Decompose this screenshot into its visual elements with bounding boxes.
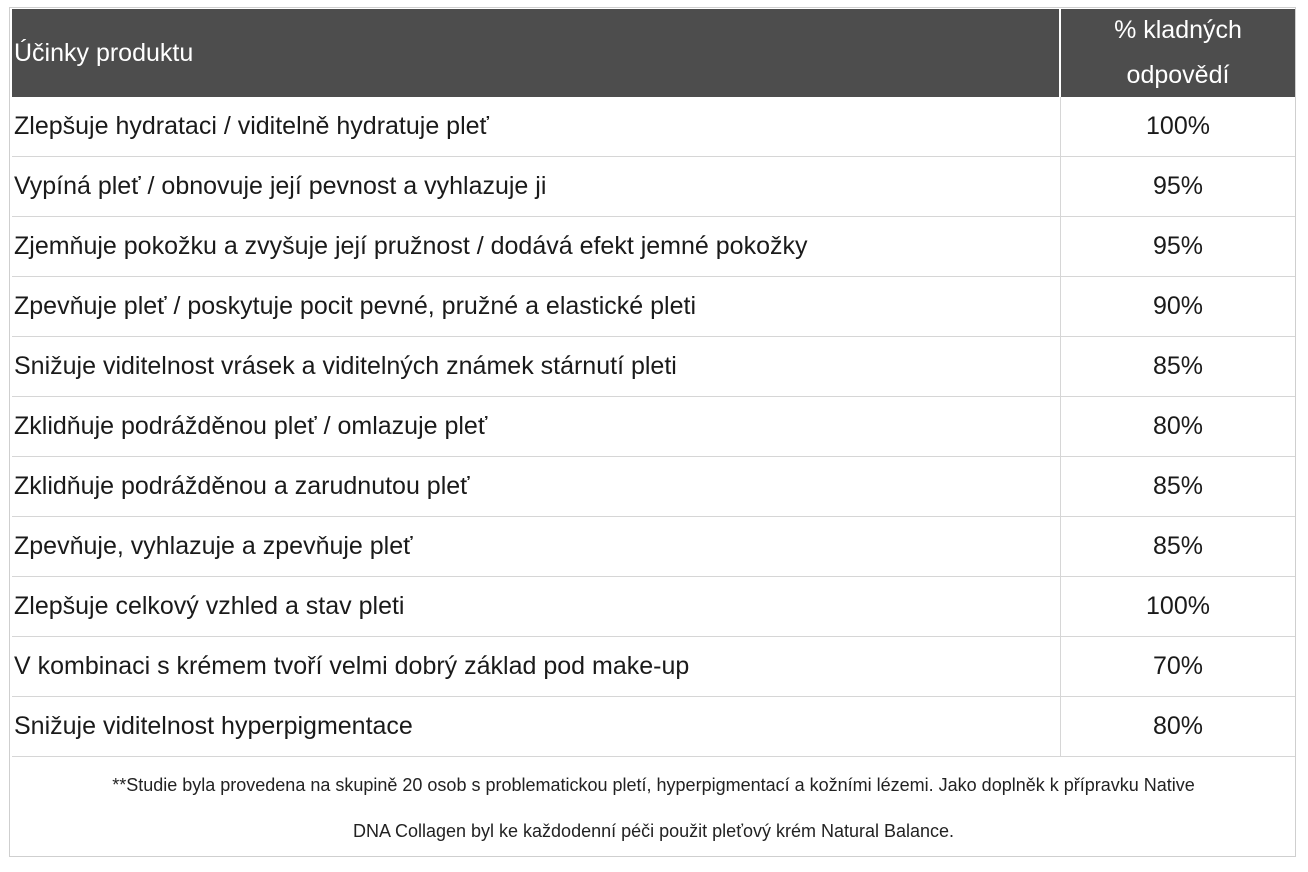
percent-cell: 85% bbox=[1152, 352, 1204, 380]
percent-cell: 85% bbox=[1152, 532, 1204, 560]
table-body bbox=[12, 97, 1295, 757]
table-row bbox=[12, 157, 1295, 217]
percent-cell: 80% bbox=[1152, 712, 1204, 740]
effect-cell: Snižuje viditelnost vrásek a viditelných známek stárnutí pleti bbox=[12, 337, 1061, 396]
table-row bbox=[12, 337, 1295, 397]
percent-cell: 100% bbox=[1146, 592, 1210, 620]
footnote-line2: DNA Collagen byl ke každodenní péči použit pleťový krém Natural Balance. bbox=[352, 821, 955, 841]
effect-cell: Vypíná pleť / obnovuje její pevnost a vyhlazuje ji bbox=[12, 157, 1061, 216]
study-footnote bbox=[12, 758, 1295, 857]
header-effect-label: Účinky produktu bbox=[14, 38, 194, 67]
table-row bbox=[12, 457, 1295, 517]
footnote-line1: **Studie byla provedena na skupině 20 osob s problematickou pletí, hyperpigmentací a kožními lézemi. Jako doplněk k přípravku Native bbox=[112, 775, 1195, 795]
table-header bbox=[12, 9, 1295, 97]
percent-cell: 95% bbox=[1152, 232, 1204, 260]
percent-cell: 70% bbox=[1152, 652, 1204, 680]
percent-cell: 95% bbox=[1152, 172, 1204, 200]
effect-cell: Zklidňuje podrážděnou a zarudnutou pleť bbox=[12, 457, 1061, 516]
table-row bbox=[12, 517, 1295, 577]
effect-cell: Zpevňuje pleť / poskytuje pocit pevné, pružné a elastické pleti bbox=[12, 277, 1061, 336]
percent-cell: 100% bbox=[1146, 112, 1210, 140]
effect-cell: Zjemňuje pokožku a zvyšuje její pružnost / dodává efekt jemné pokožky bbox=[12, 217, 1061, 276]
percent-cell: 80% bbox=[1152, 412, 1204, 440]
table-row bbox=[12, 697, 1295, 757]
effect-cell: V kombinaci s krémem tvoří velmi dobrý základ pod make-up bbox=[12, 637, 1061, 696]
table-row bbox=[12, 277, 1295, 337]
header-percent-column bbox=[1061, 9, 1295, 97]
effect-cell: Zlepšuje hydrataci / viditelně hydratuje pleť bbox=[12, 97, 1061, 156]
effect-cell: Zlepšuje celkový vzhled a stav pleti bbox=[12, 577, 1061, 636]
percent-cell: 90% bbox=[1152, 292, 1204, 320]
table-row bbox=[12, 637, 1295, 697]
header-effect-column bbox=[12, 9, 1061, 97]
table-row bbox=[12, 97, 1295, 157]
table-row bbox=[12, 397, 1295, 457]
effect-cell: Snižuje viditelnost hyperpigmentace bbox=[12, 697, 1061, 756]
effect-cell: Zpevňuje, vyhlazuje a zpevňuje pleť bbox=[12, 517, 1061, 576]
table-row bbox=[12, 577, 1295, 637]
effect-cell: Zklidňuje podrážděnou pleť / omlazuje pleť bbox=[12, 397, 1061, 456]
header-percent-label-line2: odpovědí bbox=[1126, 61, 1230, 89]
footnote-bottom-border bbox=[9, 856, 1296, 857]
header-percent-label-line1: % kladných bbox=[1114, 16, 1242, 44]
table-row bbox=[12, 217, 1295, 277]
percent-cell: 85% bbox=[1152, 472, 1204, 500]
